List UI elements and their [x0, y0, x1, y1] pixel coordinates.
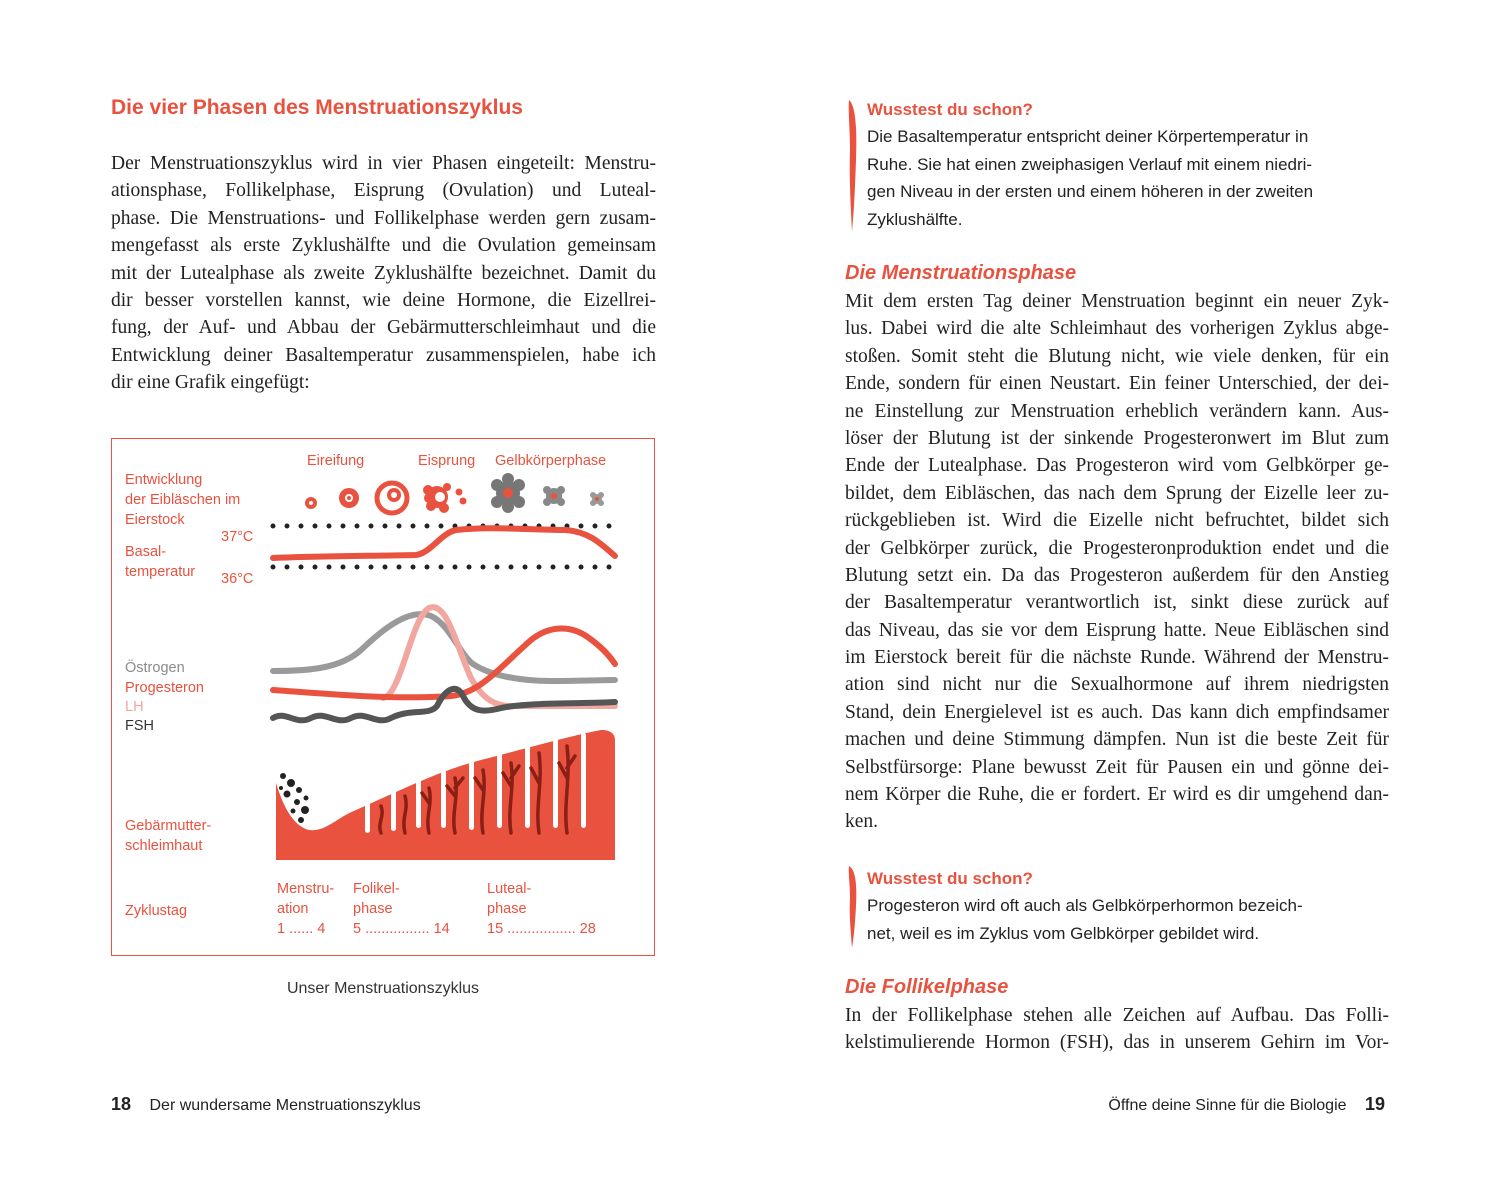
text-line: Zyklushälfte.: [867, 209, 963, 229]
footer-left: [111, 1094, 421, 1115]
cycle-phase-follikel: Folikel- phase 5 ................ 14: [353, 881, 450, 937]
text-line: fung, der Auf- und Abbau der Gebärmutterschleimhaut und die: [111, 317, 656, 339]
text-line: stoßen. Somit steht die Blutung nicht, wie viele denken, für ein: [845, 345, 1389, 367]
text-line: kelstimulierende Hormon (FSH), das in unserem Gehirn im Vor-: [845, 1032, 1389, 1054]
label-progesteron: Progesteron: [125, 680, 204, 696]
text-line: ationsphase, Follikelphase, Eisprung (Ovulation) und Luteal-: [111, 180, 656, 202]
text-line: der Gelbkörper zurück, die Progesteronproduktion endet und die: [845, 537, 1389, 559]
section-heading: Die Menstruationsphase: [845, 262, 1077, 284]
text-line: Mit dem ersten Tag deiner Menstruation beginnt ein neuer Zyk-: [845, 291, 1389, 312]
text-line: mengefasst als erste Zyklushälfte und die Ovulation gemeinsam: [111, 235, 656, 257]
cycle-figure: [111, 438, 655, 956]
text-line: In der Follikelphase stehen alle Zeichen auf Aufbau. Das Folli-: [845, 1005, 1389, 1026]
page-number: 19: [1364, 1094, 1385, 1114]
text-line: Selbstfürsorge: Plane bewusst Zeit für Pausen ein und gönne dei-: [845, 756, 1389, 778]
page-heading: Die vier Phasen des Menstruationszyklus: [111, 96, 523, 119]
follicle-row: [305, 473, 604, 513]
label-fsh: FSH: [125, 718, 154, 734]
label-temp-low: 36°C: [221, 571, 254, 587]
text-line: das Niveau, das sie vor dem Eisprung hatte. Neue Eibläschen sind: [845, 619, 1389, 641]
progesteron-curve: [273, 628, 615, 697]
text-line: im Eierstock bereit für die nächste Runde. Während der Menstru-: [845, 647, 1389, 669]
text-line: bildet, dem Eibläschen, das nach dem Sprung der Eizelle leer zu-: [845, 482, 1389, 504]
cycle-illustration: [111, 438, 655, 956]
footer-right: [1108, 1094, 1385, 1115]
text-line: ation sind nicht nur die Sexualhormone auf ihrem niedrigsten: [845, 674, 1389, 696]
running-title: Öffne deine Sinne für die Biologie: [1108, 1097, 1347, 1114]
running-title: Der wundersame Menstruationszyklus: [149, 1097, 421, 1114]
text-line: Blutung setzt ein. Da das Progesteron außerdem für den Anstieg: [845, 564, 1389, 586]
text-line: der Basaltemperatur verantwortlich ist, sinkt diese zurück auf: [845, 592, 1389, 614]
text-line: machen und deine Stimmung dämpfen. Nun ist die beste Zeit für: [845, 729, 1389, 751]
text-line: Progesteron wird oft auch als Gelbkörperhormon bezeich-: [867, 896, 1303, 916]
text-line: Ende, sondern für einen Neustart. Ein feiner Unterschied, der dei-: [845, 373, 1389, 395]
text-line: lus. Dabei wird die alte Schleimhaut des vorherigen Zyklus abge-: [845, 318, 1389, 340]
text-line: gen Niveau in der ersten und einem höheren in der zweiten: [867, 182, 1314, 202]
section-heading: Die Follikelphase: [845, 976, 1009, 998]
text-line: dir eine Grafik eingefügt:: [111, 372, 310, 394]
label-schleimhaut: Gebärmutter- schleimhaut: [125, 818, 212, 854]
label-oestrogen: Östrogen: [125, 660, 185, 676]
text-line: Die Basaltemperatur entspricht deiner Körpertemperatur in: [867, 127, 1309, 147]
text-line: dir besser vorstellen kannst, wie deine Hormone, die Eizellrei-: [111, 289, 656, 311]
phase-label-gelbkoerper: Gelbkörperphase: [495, 453, 607, 469]
intro-paragraph: [111, 150, 656, 397]
text-line: Stand, dein Energielevel ist es auch. Das kann dich empfindsamer: [845, 701, 1389, 723]
text-line: mit der Lutealphase als zweite Zyklushälfte bezeichnet. Damit du: [111, 262, 656, 284]
text-line: nem Körper die Ruhe, die er fordert. Er wird es dir umgehend dan-: [845, 784, 1389, 806]
info-box-1: [867, 96, 1313, 233]
label-lh: LH: [125, 699, 144, 715]
label-eiblaeschen: Entwicklung der Eibläschen im Eierstock: [125, 472, 241, 528]
info-title: Wusstest du schon?: [867, 100, 1033, 119]
brush-stroke-2: [846, 866, 860, 948]
figure-caption: Unser Menstruationszyklus: [286, 980, 480, 997]
label-temp-high: 37°C: [221, 529, 254, 545]
endometrium: [276, 730, 615, 860]
info-title: Wusstest du schon?: [867, 869, 1033, 888]
lh-curve: [383, 607, 615, 706]
phase-label-eisprung: Eisprung: [418, 453, 476, 469]
text-line: Ruhe. Sie hat einen zweiphasigen Verlauf mit einem niedri-: [867, 154, 1313, 174]
text-line: Der Menstruationszyklus wird in vier Phasen eingeteilt: Menstru-: [111, 153, 656, 174]
basal-temperature-curve: [273, 528, 615, 558]
text-line: löser der Blutung ist der sinkende Progesteronwert im Blut zum: [845, 427, 1389, 449]
label-basaltemperatur: Basal- temperatur: [125, 544, 196, 580]
text-line: Ende der Lutealphase. Das Progesteron wird vom Gelbkörper ge-: [845, 455, 1389, 477]
page-number: 18: [111, 1094, 132, 1114]
cycle-phase-luteal: Luteal- phase 15 ................. 28: [487, 881, 596, 937]
text-line: net, weil es im Zyklus vom Gelbkörper gebildet wird.: [867, 923, 1260, 943]
phase-label-eireifung: Eireifung: [307, 453, 365, 469]
label-zyklustag: Zyklustag: [125, 903, 188, 919]
oestrogen-curve: [273, 614, 615, 681]
text-line: rückgeblieben ist. Wird die Eizelle nicht befruchtet, bildet sich: [845, 510, 1389, 532]
section-paragraph: [845, 1002, 1389, 1057]
text-line: ken.: [845, 811, 879, 833]
text-line: Entwicklung deiner Basaltemperatur zusammenspielen, habe ich: [111, 344, 656, 366]
section-paragraph: [845, 288, 1389, 836]
text-line: phase. Die Menstruations- und Follikelphase werden gern zusam-: [111, 207, 656, 229]
cycle-phase-menstruation: Menstru- ation 1 ...... 4: [277, 881, 335, 937]
brush-stroke-1: [846, 100, 860, 232]
text-line: ne Einstellung zur Menstruation erheblich verändern kann. Aus-: [845, 400, 1389, 422]
info-box-2: [867, 865, 1303, 947]
